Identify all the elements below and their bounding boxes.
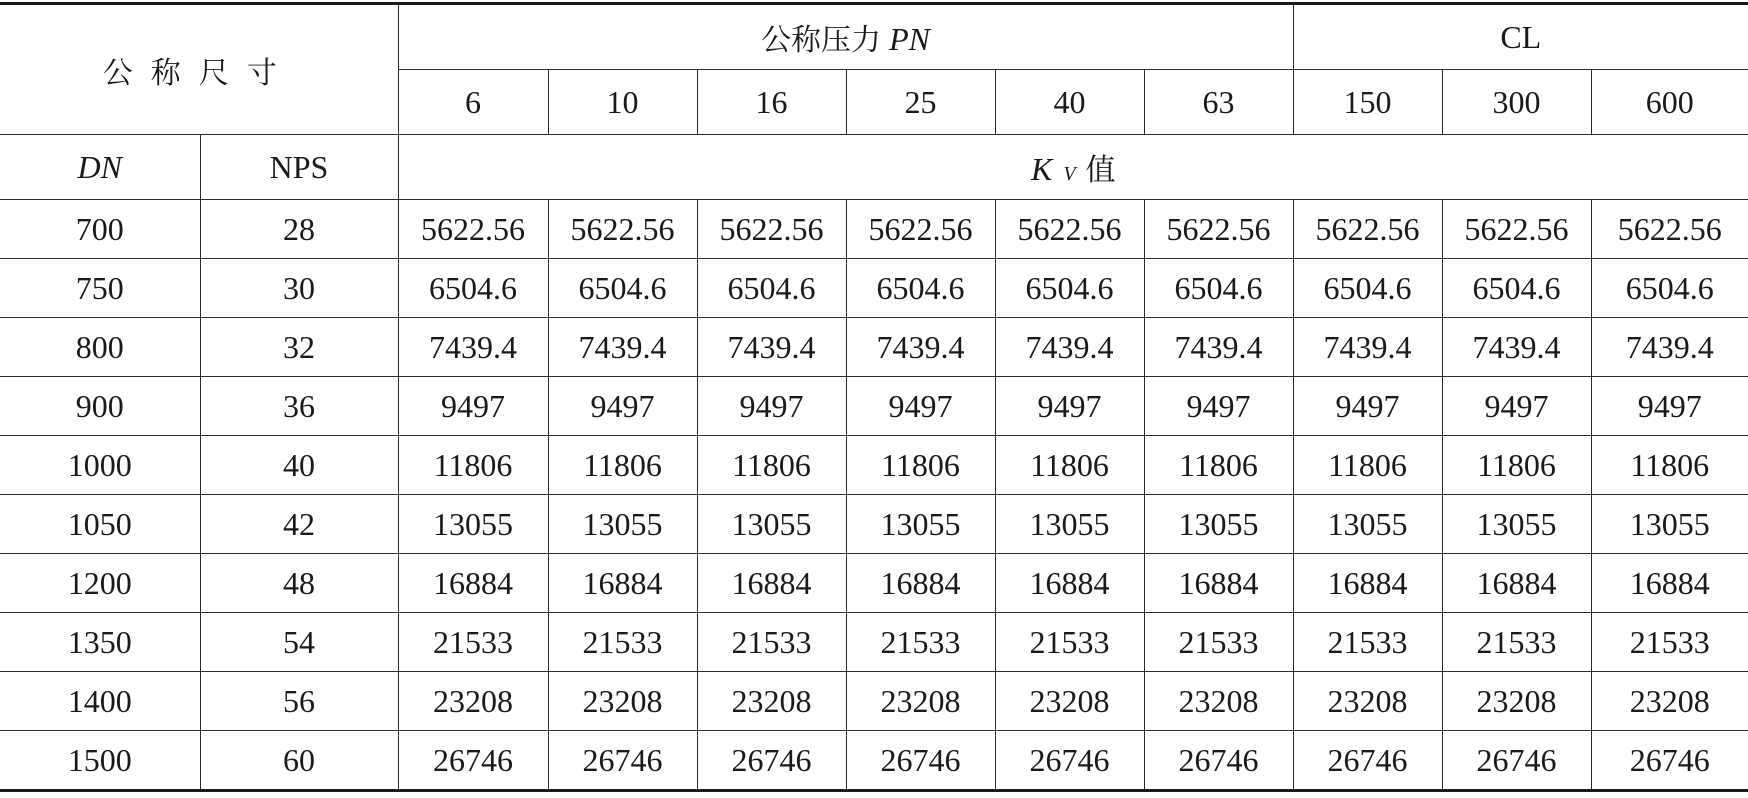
dn-cell: 700	[0, 200, 200, 259]
kv-value-cell: 26746	[1293, 731, 1442, 791]
pn-value-header: 25	[846, 70, 995, 135]
pn-value-header: 6	[398, 70, 548, 135]
kv-value-cell: 7439.4	[1144, 318, 1293, 377]
kv-value-cell: 6504.6	[1144, 259, 1293, 318]
kv-value-cell: 6504.6	[548, 259, 697, 318]
kv-value-cell: 13055	[846, 495, 995, 554]
nps-cell: 40	[200, 436, 398, 495]
kv-value-cell: 11806	[697, 436, 846, 495]
table-row	[0, 672, 1748, 731]
kv-value-cell: 21533	[697, 613, 846, 672]
dn-cell: 1400	[0, 672, 200, 731]
class-header: CL	[1293, 4, 1748, 70]
nps-cell: 56	[200, 672, 398, 731]
kv-value-cell: 5622.56	[398, 200, 548, 259]
kv-value-cell: 13055	[1591, 495, 1748, 554]
nominal-size-header: 公称尺寸	[0, 4, 398, 135]
nps-cell: 42	[200, 495, 398, 554]
nps-cell: 30	[200, 259, 398, 318]
table-row	[0, 731, 1748, 791]
kv-value-cell: 26746	[548, 731, 697, 791]
kv-value-cell: 16884	[995, 554, 1144, 613]
kv-value-cell: 9497	[697, 377, 846, 436]
kv-value-cell: 13055	[398, 495, 548, 554]
table-row	[0, 554, 1748, 613]
kv-subscript: V	[1063, 163, 1076, 185]
kv-value-cell: 13055	[1144, 495, 1293, 554]
kv-suffix: 值	[1085, 153, 1116, 188]
table-row	[0, 436, 1748, 495]
kv-value-cell: 9497	[548, 377, 697, 436]
table-row	[0, 200, 1748, 259]
kv-value-cell: 26746	[995, 731, 1144, 791]
dn-cell: 1050	[0, 495, 200, 554]
cl-value-header: 150	[1293, 70, 1442, 135]
pn-value-header: 40	[995, 70, 1144, 135]
kv-value-cell: 26746	[1591, 731, 1748, 791]
kv-value-cell: 6504.6	[697, 259, 846, 318]
nominal-pressure-header	[398, 4, 1293, 70]
kv-value-cell: 9497	[1144, 377, 1293, 436]
dn-cell: 1200	[0, 554, 200, 613]
kv-value-cell: 26746	[846, 731, 995, 791]
kv-value-cell: 16884	[398, 554, 548, 613]
kv-value-cell: 26746	[398, 731, 548, 791]
kv-value-cell: 9497	[995, 377, 1144, 436]
kv-value-cell: 9497	[1591, 377, 1748, 436]
nps-header: NPS	[200, 135, 398, 200]
nps-cell: 48	[200, 554, 398, 613]
table-row	[0, 377, 1748, 436]
kv-value-cell: 7439.4	[398, 318, 548, 377]
table-row	[0, 318, 1748, 377]
kv-value-cell: 23208	[1293, 672, 1442, 731]
kv-value-cell: 13055	[548, 495, 697, 554]
kv-symbol: K	[1030, 151, 1053, 187]
kv-value-cell: 21533	[1591, 613, 1748, 672]
kv-value-cell: 23208	[846, 672, 995, 731]
kv-value-cell: 5622.56	[548, 200, 697, 259]
kv-value-cell: 9497	[398, 377, 548, 436]
kv-value-cell: 5622.56	[697, 200, 846, 259]
pn-value-header: 63	[1144, 70, 1293, 135]
pn-value-header: 10	[548, 70, 697, 135]
kv-value-cell: 26746	[697, 731, 846, 791]
header-row-1	[0, 4, 1748, 70]
cl-value-header: 300	[1442, 70, 1591, 135]
kv-value-cell: 23208	[1591, 672, 1748, 731]
kv-value-cell: 5622.56	[1591, 200, 1748, 259]
kv-value-cell: 11806	[995, 436, 1144, 495]
kv-value-cell: 13055	[995, 495, 1144, 554]
kv-value-cell: 6504.6	[398, 259, 548, 318]
cl-value-header: 600	[1591, 70, 1748, 135]
kv-value-cell: 5622.56	[1442, 200, 1591, 259]
nps-cell: 36	[200, 377, 398, 436]
kv-value-cell: 11806	[1144, 436, 1293, 495]
kv-value-cell: 5622.56	[1144, 200, 1293, 259]
kv-value-cell: 9497	[1442, 377, 1591, 436]
kv-value-cell: 7439.4	[697, 318, 846, 377]
dn-header: DN	[0, 135, 200, 200]
kv-value-cell: 16884	[1293, 554, 1442, 613]
kv-value-cell: 7439.4	[1591, 318, 1748, 377]
kv-value-cell: 11806	[1591, 436, 1748, 495]
kv-value-cell: 21533	[995, 613, 1144, 672]
kv-value-cell: 16884	[1144, 554, 1293, 613]
kv-value-cell: 16884	[1591, 554, 1748, 613]
kv-value-cell: 23208	[1144, 672, 1293, 731]
kv-value-cell: 11806	[1442, 436, 1591, 495]
nominal-pressure-symbol: PN	[889, 21, 930, 57]
kv-value-cell: 11806	[846, 436, 995, 495]
kv-value-cell: 9497	[846, 377, 995, 436]
nominal-pressure-label: 公称压力	[761, 23, 882, 58]
nps-cell: 28	[200, 200, 398, 259]
kv-value-cell: 13055	[1293, 495, 1442, 554]
dn-cell: 750	[0, 259, 200, 318]
kv-value-cell: 16884	[697, 554, 846, 613]
kv-value-cell: 7439.4	[995, 318, 1144, 377]
dn-cell: 1350	[0, 613, 200, 672]
kv-value-cell: 6504.6	[846, 259, 995, 318]
kv-value-cell: 23208	[697, 672, 846, 731]
kv-table	[0, 2, 1748, 792]
dn-cell: 1000	[0, 436, 200, 495]
kv-value-cell: 11806	[1293, 436, 1442, 495]
kv-value-cell: 16884	[846, 554, 995, 613]
kv-value-cell: 13055	[1442, 495, 1591, 554]
kv-value-cell: 7439.4	[846, 318, 995, 377]
kv-value-cell: 6504.6	[1591, 259, 1748, 318]
kv-value-cell: 21533	[1442, 613, 1591, 672]
kv-header	[398, 135, 1748, 200]
kv-value-cell: 23208	[1442, 672, 1591, 731]
kv-value-cell: 16884	[548, 554, 697, 613]
kv-value-cell: 21533	[1293, 613, 1442, 672]
nps-cell: 60	[200, 731, 398, 791]
nps-cell: 32	[200, 318, 398, 377]
kv-value-cell: 9497	[1293, 377, 1442, 436]
kv-value-cell: 11806	[548, 436, 697, 495]
kv-value-cell: 21533	[398, 613, 548, 672]
kv-value-cell: 23208	[398, 672, 548, 731]
kv-value-cell: 7439.4	[1442, 318, 1591, 377]
dn-cell: 900	[0, 377, 200, 436]
kv-value-cell: 6504.6	[1293, 259, 1442, 318]
kv-value-cell: 21533	[1144, 613, 1293, 672]
kv-value-cell: 26746	[1442, 731, 1591, 791]
kv-value-cell: 7439.4	[1293, 318, 1442, 377]
kv-value-cell: 21533	[846, 613, 995, 672]
dn-cell: 1500	[0, 731, 200, 791]
nps-cell: 54	[200, 613, 398, 672]
header-row-3	[0, 135, 1748, 200]
kv-value-cell: 5622.56	[1293, 200, 1442, 259]
kv-value-cell: 26746	[1144, 731, 1293, 791]
dn-cell: 800	[0, 318, 200, 377]
kv-value-cell: 11806	[398, 436, 548, 495]
table-row	[0, 495, 1748, 554]
kv-value-cell: 5622.56	[995, 200, 1144, 259]
kv-value-cell: 7439.4	[548, 318, 697, 377]
kv-value-cell: 23208	[995, 672, 1144, 731]
pn-value-header: 16	[697, 70, 846, 135]
kv-value-cell: 21533	[548, 613, 697, 672]
kv-value-cell: 6504.6	[1442, 259, 1591, 318]
kv-value-cell: 5622.56	[846, 200, 995, 259]
table-row	[0, 259, 1748, 318]
kv-value-cell: 13055	[697, 495, 846, 554]
table-row	[0, 613, 1748, 672]
kv-value-cell: 6504.6	[995, 259, 1144, 318]
kv-value-cell: 23208	[548, 672, 697, 731]
kv-value-cell: 16884	[1442, 554, 1591, 613]
